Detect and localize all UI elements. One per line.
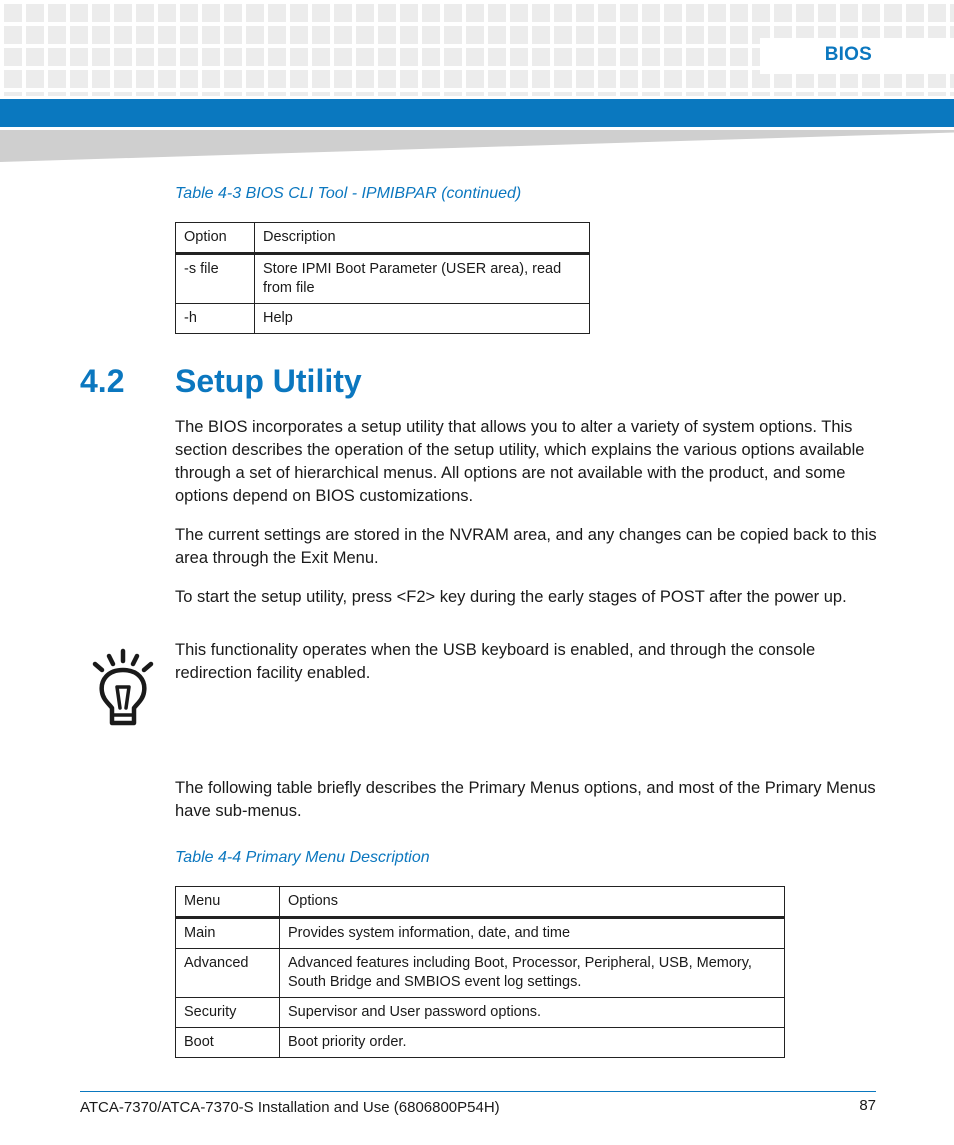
table-4-3 xyxy=(175,222,590,334)
table-cell: Advanced features including Boot, Processor, Peripheral, USB, Memory, South Bridge and SMBIOS event log settings. xyxy=(280,949,785,998)
table-4-4-caption: Table 4-4 Primary Menu Description xyxy=(175,849,430,866)
table-row xyxy=(176,949,785,998)
section-title: Setup Utility xyxy=(175,363,362,399)
table-row xyxy=(176,254,590,304)
table-cell: Boot priority order. xyxy=(280,1028,785,1058)
table-header-cell: Menu xyxy=(176,887,280,918)
table-row xyxy=(176,918,785,949)
table-header-cell: Option xyxy=(176,223,255,254)
table-4-3-caption: Table 4-3 BIOS CLI Tool - IPMIBPAR (continued) xyxy=(175,185,522,202)
table-cell: Security xyxy=(176,998,280,1028)
paragraph: The current settings are stored in the NVRAM area, and any changes can be copied back to this area through the Exit Menu. xyxy=(175,526,877,567)
footer-document-title: ATCA-7370/ATCA-7370-S Installation and Use (6806800P54H) xyxy=(80,1099,500,1116)
table-cell: Main xyxy=(176,918,280,949)
paragraph: The BIOS incorporates a setup utility that allows you to alter a variety of system options. This section describes the operation of the setup utility, which explains the various options available through a set of hierarchical menus. All options are not available with the product, and some options depend on BIOS customizations. xyxy=(175,418,865,505)
paragraph: The following table briefly describes the Primary Menus options, and most of the Primary Menus have sub-menus. xyxy=(175,779,876,820)
table-cell: -h xyxy=(176,304,255,334)
table-cell: Store IPMI Boot Parameter (USER area), read from file xyxy=(255,254,590,304)
table-4-4 xyxy=(175,886,785,1058)
page-number: 87 xyxy=(859,1097,876,1114)
table-cell: Advanced xyxy=(176,949,280,998)
header-band xyxy=(0,99,954,127)
table-header-row xyxy=(176,887,785,918)
chapter-title: BIOS xyxy=(824,44,872,65)
lightbulb-icon xyxy=(90,648,156,730)
paragraph: To start the setup utility, press <F2> key during the early stages of POST after the power up. xyxy=(175,588,847,606)
table-header-row xyxy=(176,223,590,254)
footer-rule xyxy=(80,1091,876,1092)
table-row xyxy=(176,304,590,334)
table-cell: Boot xyxy=(176,1028,280,1058)
table-cell: Help xyxy=(255,304,590,334)
note-text: This functionality operates when the USB keyboard is enabled, and through the console redirection facility enabled. xyxy=(175,641,816,682)
table-header-cell: Description xyxy=(255,223,590,254)
table-cell: Supervisor and User password options. xyxy=(280,998,785,1028)
table-cell: Provides system information, date, and time xyxy=(280,918,785,949)
table-cell: -s file xyxy=(176,254,255,304)
table-row xyxy=(176,1028,785,1058)
table-row xyxy=(176,998,785,1028)
section-number: 4.2 xyxy=(80,363,125,399)
header-wedge xyxy=(0,130,954,162)
table-header-cell: Options xyxy=(280,887,785,918)
